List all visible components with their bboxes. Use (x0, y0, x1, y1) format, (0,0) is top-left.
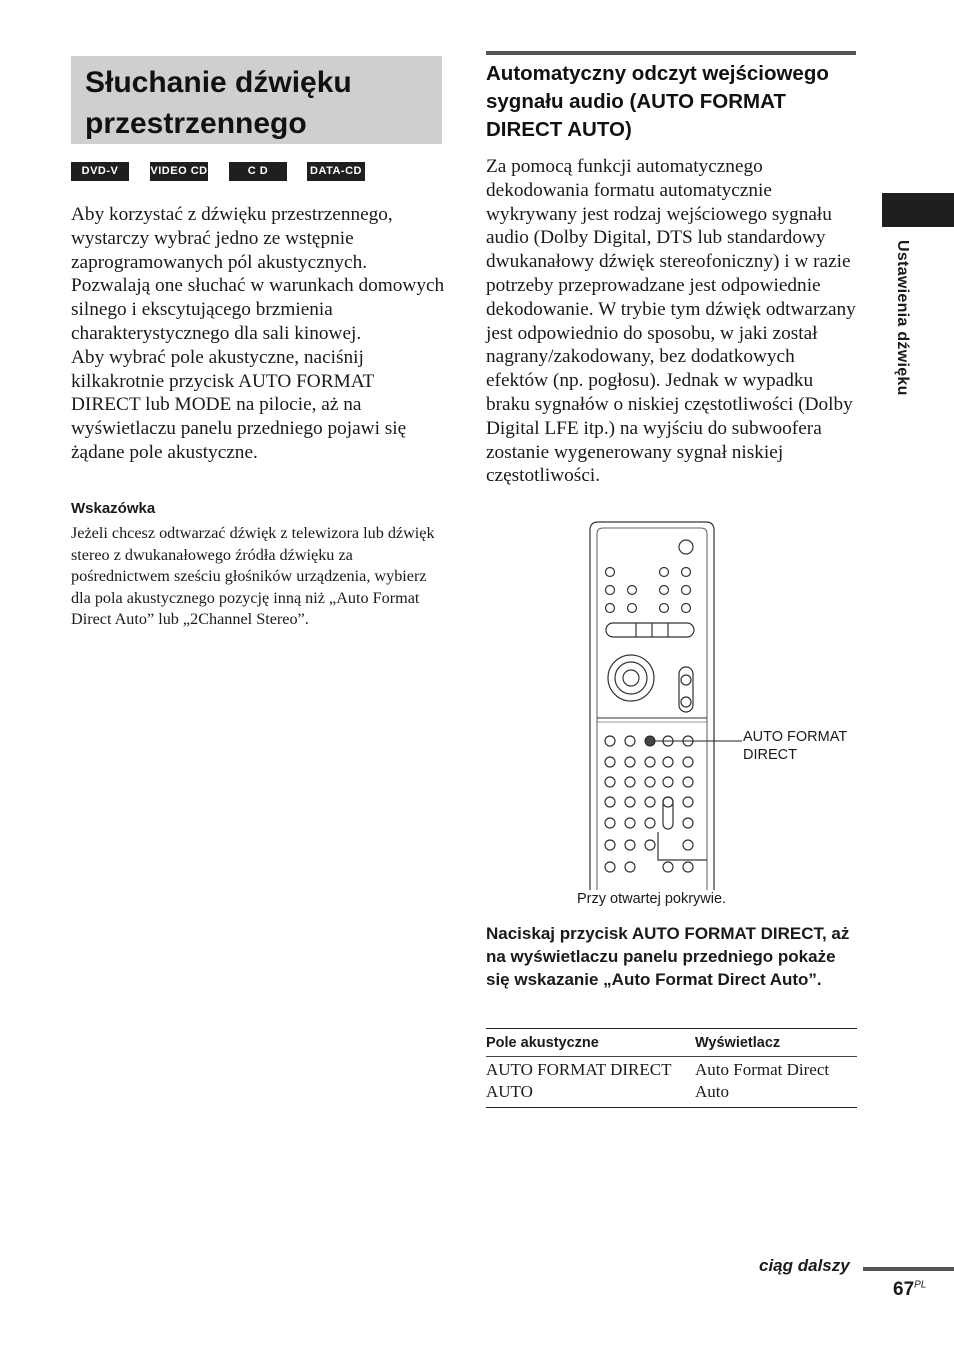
table-cell-field: AUTO FORMAT DIRECT AUTO (486, 1060, 672, 1101)
auto-format-direct-button (645, 736, 655, 746)
page-number-value: 67 (893, 1279, 915, 1300)
section-heading: Automatyczny odczyt wejściowego sygnału audio (AUTO FORMAT DIRECT AUTO) (486, 62, 829, 141)
badge-dvd-v: DVD-V (71, 162, 129, 181)
badge-cd: C D (229, 162, 287, 181)
remote-control-icon (588, 520, 718, 892)
chapter-tab-label: Ustawienia dźwięku (894, 240, 911, 396)
section-title-box (71, 56, 442, 144)
continued-label: ciąg dalszy (759, 1256, 850, 1275)
callout-label (743, 728, 847, 764)
description-paragraph: Za pomocą funkcji automatycznego dekodowania formatu automatycznie wykrywany jest rodzaj wejściowego sygnału audio (Dolby Digital, DTS lub standardowy dwukanałowy dźwięk stereofoniczny) i w razie potrzeby przeprowadzane jest odpowiednie dekodowanie. W trybie tym dźwięk odtwarzany jest odpowiednio do sposobu, w jaki został nagrany/zakodowany, bez dodatkowych efektów (np. pogłosu). Jednak w wypadku braku sygnałów o niskiej częstotliwości (Dolby Digital LFE itp.) na wyjściu do subwoofera zostanie wygenerowany sygnał niskiej częstotliwości. (486, 156, 856, 487)
page-title: Słuchanie dźwięku przestrzennego (85, 66, 352, 140)
table-header (486, 1029, 857, 1057)
intro-paragraph-1: Aby korzystać z dźwięku przestrzennego, wystarczy wybrać jedno ze wstępnie zaprogramowanych pól akustycznych. Pozwalają one słuchać w warunkach domowych silnego i ekscytującego brzmienia charakterystycznego dla sali kinowej. (71, 204, 445, 344)
intro-text (71, 203, 446, 465)
figure-caption: Przy otwartej pokrywie. (577, 891, 727, 907)
disc-type-badges (71, 162, 371, 182)
intro-paragraph-2: Aby wybrać pole akustyczne, naciśnij kilkakrotnie przycisk AUTO FORMAT DIRECT lub MODE na pilocie, aż na wyświetlaczu panelu przedniego pojawi się żądane pole akustyczne. (71, 346, 407, 463)
sound-field-table (486, 1028, 857, 1108)
tip-title: Wskazówka (71, 500, 156, 517)
table-header-field: Pole akustyczne (486, 1034, 599, 1051)
table-cell-display: Auto Format Direct Auto (695, 1060, 830, 1101)
callout-connector (718, 735, 744, 745)
table-header-display: Wyświetlacz (695, 1034, 781, 1051)
remote-illustration (588, 520, 718, 892)
badge-data-cd: DATA-CD (307, 162, 365, 181)
badge-video-cd: VIDEO CD (150, 162, 208, 181)
instruction-text: Naciskaj przycisk AUTO FORMAT DIRECT, aż na wyświetlaczu panelu przedniego pokaże się wskazanie „Auto Format Direct Auto”. (486, 924, 850, 989)
chapter-tab-marker (882, 193, 954, 227)
heading-rule (486, 51, 856, 55)
tip-text: Jeżeli chcesz odtwarzać dźwięk z telewizora lub dźwięk stereo z dwukanałowego źródła dźwięku za pośrednictwem sześciu głośników urządzenia, wybierz dla pola akustycznego pozycję inną niż „Auto Format Direct Auto” lub „2Channel Stereo”. (71, 524, 435, 629)
table-row (486, 1057, 857, 1107)
page-number (893, 1279, 926, 1301)
continued-rule (863, 1267, 954, 1271)
callout-line-2: DIRECT (743, 747, 797, 763)
page-language-suffix: PL (914, 1279, 927, 1291)
callout-line-1: AUTO FORMAT (743, 729, 848, 745)
